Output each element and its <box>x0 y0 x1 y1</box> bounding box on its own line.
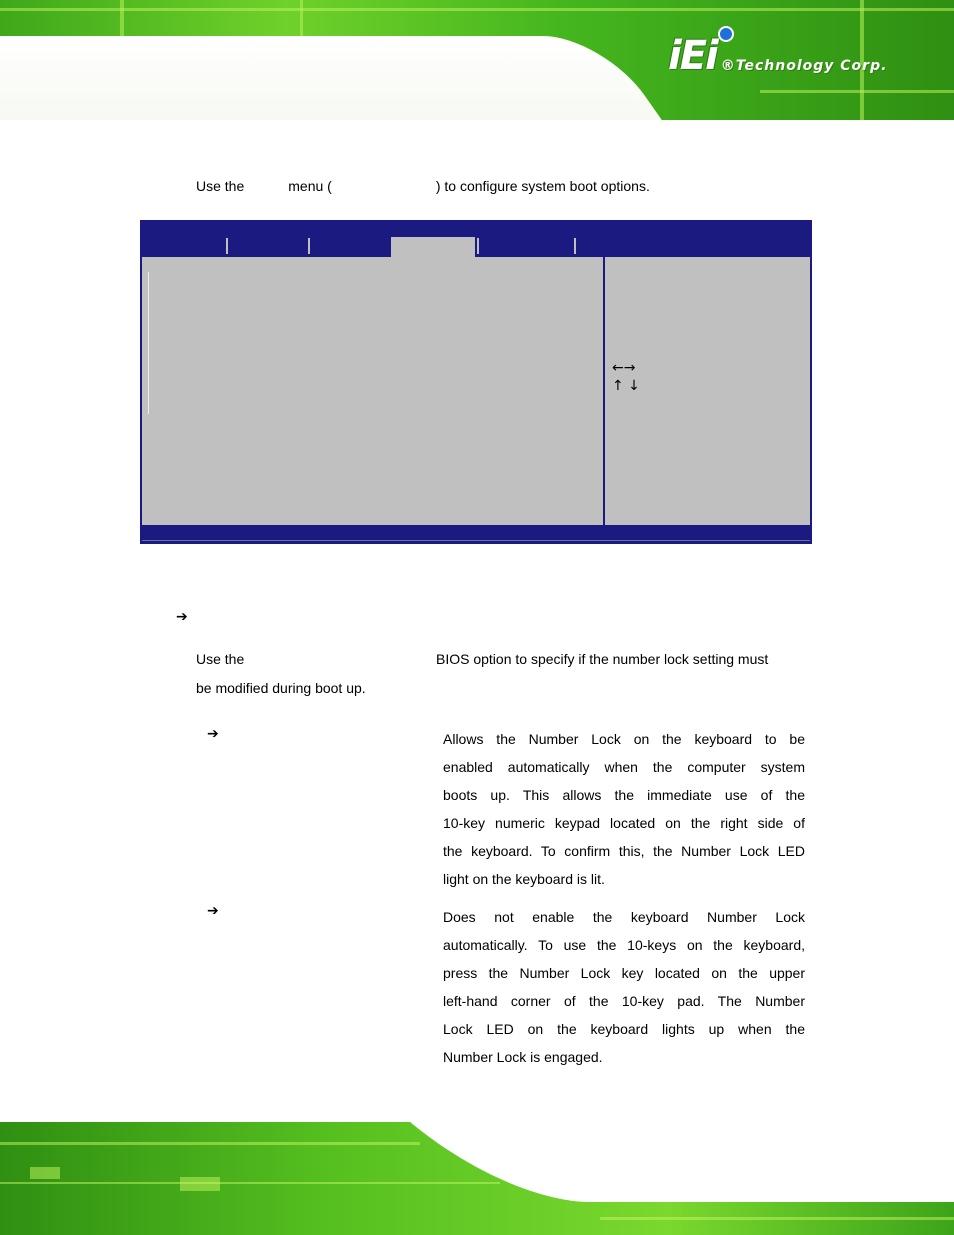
intro-part3: ) to configure system boot options. <box>435 178 650 194</box>
option-arrow-icon: ➔ <box>207 726 219 742</box>
option-desc-line: 10-key numeric keypad located on the right side of <box>443 815 805 831</box>
logo-mark: iEi <box>668 33 717 79</box>
header-white-curve <box>0 36 680 120</box>
bios-status-bar <box>140 525 812 540</box>
up-down-arrows-icon: ↑ ↓ <box>612 378 640 394</box>
section-para-line1-end: BIOS option to specify if the number lock setting must <box>436 651 769 667</box>
tab-separator <box>308 238 310 254</box>
option-desc-line: Lock LED on the keyboard lights up when the <box>443 1021 805 1037</box>
option-desc-line: Does not enable the keyboard Number Lock <box>443 909 805 925</box>
bios-settings-pane <box>142 257 603 525</box>
bios-boot-menu-screen <box>140 220 812 544</box>
tab-boot-active[interactable] <box>391 237 475 257</box>
left-right-arrows-icon: ←→ <box>612 360 636 376</box>
option-desc-line: left-hand corner of the 10-key pad. The Number <box>443 993 805 1009</box>
company-logo <box>668 28 888 79</box>
option-off-description <box>443 903 805 1071</box>
option-desc-line: press the Number Lock key located on the upper <box>443 965 805 981</box>
option-arrow-icon: ➔ <box>207 903 219 919</box>
section-para-line2: be modified during boot up. <box>196 680 366 696</box>
option-desc-line: enabled automatically when the computer system <box>443 759 805 775</box>
tab-separator <box>226 238 228 254</box>
section-para-line1-start: Use the <box>196 651 245 667</box>
tab-separator <box>477 238 479 254</box>
bios-tab-bar <box>140 220 812 257</box>
section-arrow-icon: ➔ <box>176 609 188 625</box>
logo-text: ®Technology Corp. <box>720 58 888 74</box>
header-banner <box>0 0 954 120</box>
footer-white-curve <box>370 1122 954 1202</box>
option-desc-line: automatically. To use the 10-keys on the keyboard, <box>443 937 805 953</box>
intro-part2: menu ( <box>288 178 332 194</box>
tab-separator <box>574 238 576 254</box>
option-desc-line: light on the keyboard is lit. <box>443 871 605 887</box>
settings-left-rule <box>148 272 149 414</box>
status-line <box>142 540 810 541</box>
intro-sentence <box>196 178 650 194</box>
intro-part1: Use the <box>196 178 245 194</box>
option-desc-line: Number Lock is engaged. <box>443 1049 603 1065</box>
option-on-description <box>443 725 805 893</box>
option-desc-line: the keyboard. To confirm this, the Number Lock LED <box>443 843 805 859</box>
option-desc-line: Allows the Number Lock on the keyboard to be <box>443 731 805 747</box>
footer-banner <box>0 1122 954 1235</box>
logo-dot-icon <box>718 26 734 42</box>
option-desc-line: boots up. This allows the immediate use of the <box>443 787 805 803</box>
